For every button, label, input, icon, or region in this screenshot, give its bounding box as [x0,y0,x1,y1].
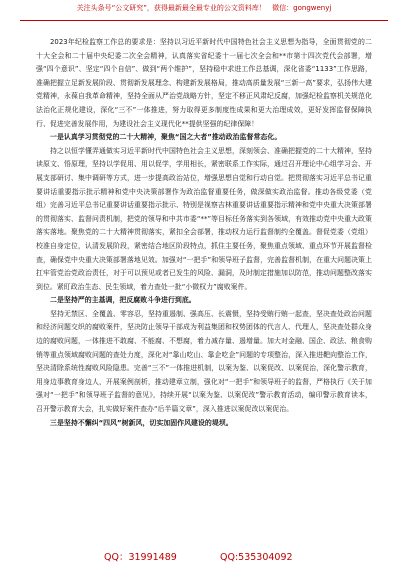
document-body [36,36,372,430]
heading-section-one: 一是认真学习贯彻党的二十大精神，聚焦“国之大者”推动政治监督常态化。 [50,133,282,142]
paragraph-section-two: 坚持无禁区、全覆盖、零容忍，坚持重遏制、强高压、长震慑，坚持受贿行贿一起查，坚决查处政治问题和经济问题交织的腐败案件，坚决防止领导干部成为利益集团和权势团体的代言人、代理人，坚决查处群众身边的腐败问题，一体推进不敢腐、不能腐、不想腐，着力减存量、遏增量。加大对金融、国企、政法、粮食购销等重点领域腐败问题的查处力度，深化对“靠山吃山、靠企吃企”问题的专项整治，深入推进靶向整治工作，坚决清除系统性腐败风险隐患。完善“三不”一体推进机制，以案为鉴、以案促改、以案促治，深化警示教育，用身边事教育身边人，开展案例剖析，推动建章立制，强化对“一把手”和领导班子的监督，严格执行《关于加强对“一把手”和领导班子监督的意见》，持续开展“以案为鉴、以案促改”警示教育活动，编印警示教育读本，召开警示教育大会，扎实做好案件查办“后半篇文章”，深入推进以案促改以案促治。 [36,309,372,414]
heading-section-two: 二是坚持严的主基调，把反腐败斗争进行到底。 [50,296,196,305]
header-wechat-text: 微信：gongwenyj [272,4,332,12]
footer-qq-right: QQ:535304092 [220,552,293,563]
footer-qq-left: QQ：31991489 [104,552,177,563]
heading-section-three: 三是坚持不懈纠“四风”树新风，切实加固作风建设的堤坝。 [50,418,233,427]
paragraph-overall-requirements: 2023年纪检监察工作总的要求是：坚持以习近平新时代中国特色社会主义思想为指导，全面贯彻党的二十大全会和二十届中央纪委二次全会精神，认真落实省纪委十一届七次全会和**市第十四次党代会部署，增强“四个意识”、坚定“四个自信”、做到“两个维护”，坚持稳中求进工作总基调，深化省委“1133”工作思路，准确把握立足新发展阶段、贯彻新发展理念、构建新发展格局，推动高质量发展“三新一高”要求，弘扬伟大建党精神，永葆自我革命精神，坚持全面从严治党战略方针，坚定不移正风肃纪反腐，加强纪检监察机关规范化法治化正规化建设，深化“三不”一体推进，努力取得更多制度性成果和更大治理成效，更好发挥监督保障执行、促进完善发展作用，为建设社会主义现代化**提供坚强的纪律保障！ [36,38,372,128]
footer [0,548,408,568]
header-divider [20,20,388,21]
header-promo-text: 关注头条号“公文研究”，获得最新最全最专业的公文资料库！ [76,4,266,12]
header-banner [0,0,408,22]
paragraph-section-one: 持之以恒学懂弄通做实习近平新时代中国特色社会主义思想，深刻领会、准确把握党的二十大精神，坚持读原文、悟原理，坚持以学促用、用以促学，学用相长，紧密联系工作实际，通过召开理论中心组学习会、开展支部研讨、集中调研等方式，进一步提高政治站位，增强思想自觉和行动自觉。把贯彻落实习近平总书记重要讲话重要指示批示精神和党中央决策部署作为政治监督重要任务，做深做实政治监督。推动各级党委（党组）完善习近平总书记重要讲话重要指示批示、特别是视察吉林重要讲话重要指示精神和党中央重大决策部署的贯彻落实、监督问责机制，把党的领导和中共市委“**”等目标任务落实到各领域，有效推动党中央重大政策落实落地。聚焦党的二十大精神贯彻落实，紧扣全会部署，推动权力运行监督制约全覆盖。督促党委（党组）校准自身定位，认清发展阶段，紧密结合地区阶段特点，抓住主要任务，聚焦重点领域、重点环节开展监督检查，确保党中央重大决策部署落地见效。加强对“一把手”和领导班子监督，完善监督机制，在重大问题决策上扛牢管党治党政治责任，对于可以预见或者已发生的风险、漏洞，及时制定措施加以防范，推动问题整改落实到位。紧盯政治生态、民生领域，着力查处一批“小微权力”腐败案件。 [36,146,372,291]
